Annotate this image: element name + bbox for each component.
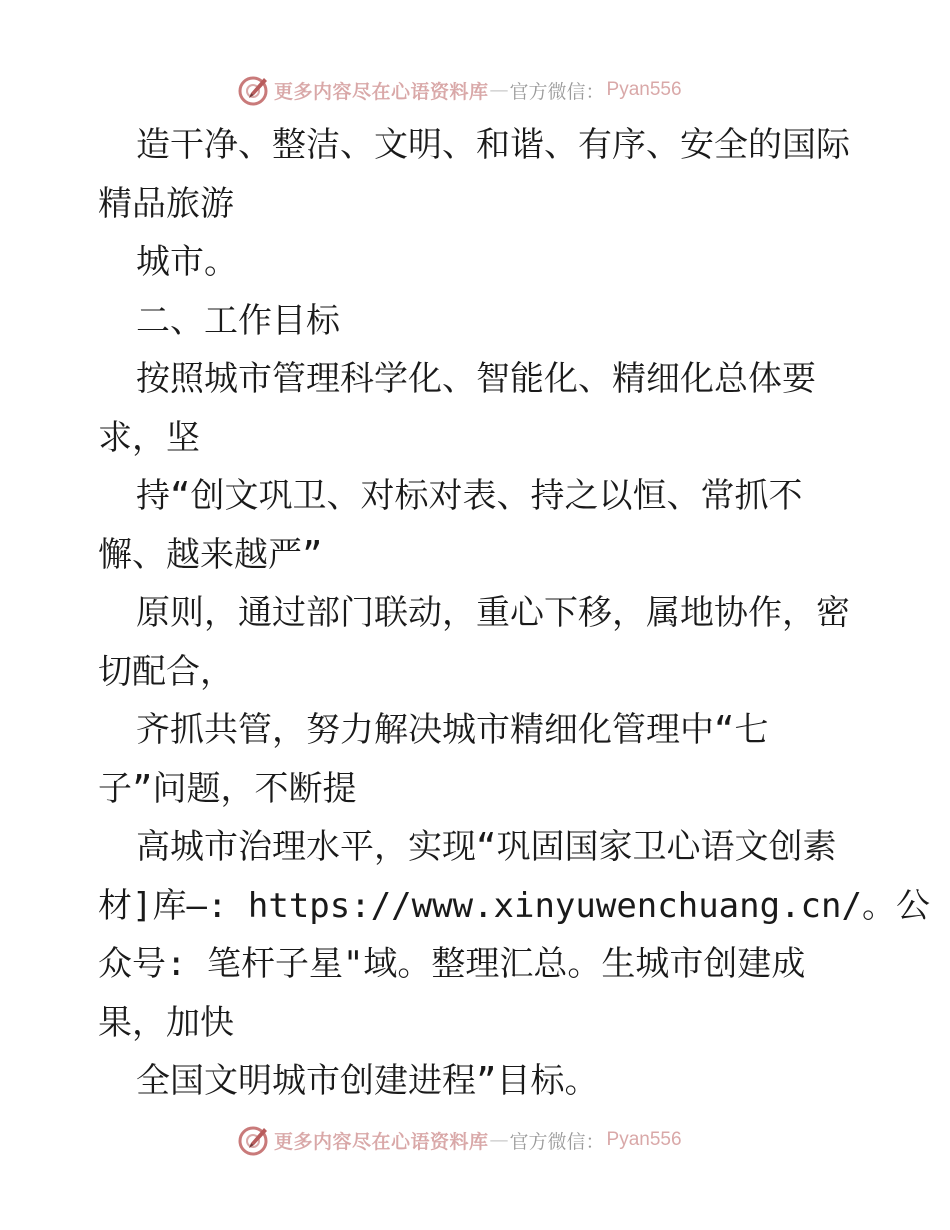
separator-dash: — [489,1129,509,1151]
text-line: 求，坚 [98,417,200,458]
text-line: 原则，通过部门联动，重心下移，属地协作，密 [136,593,850,633]
pen-logo-icon [236,1123,270,1157]
text-line: 全国文明城市创建进程”目标。 [136,1061,599,1101]
wechat-label: 官方微信： [509,1130,605,1153]
wechat-id: Pyan556 [606,1129,682,1150]
text-line: 齐抓共管，努力解决城市精细化管理中“七 [136,710,769,750]
section-heading: 二、工作目标 [136,300,340,341]
promo-text: 更多内容尽在心语资料库 [274,80,489,103]
text-line: 精品旅游 [98,183,234,224]
text-line: 懈、越来越严” [98,534,323,575]
text-line: 切配合， [98,651,234,692]
text-line: 高城市治理水平，实现“巩固国家卫心语文创素 [136,827,837,867]
promo-text: 更多内容尽在心语资料库 [274,1130,489,1153]
wechat-id: Pyan556 [606,79,682,100]
text-line: 城市。 [136,242,238,282]
text-line: 持“创文巩卫、对标对表、持之以恒、常抓不 [136,476,803,516]
footer-banner [236,1122,682,1158]
text-line-with-url: 材]库—: https://www.xinyuwenchuang.cn/。公 [98,885,930,926]
separator-dash: — [489,79,509,101]
pen-logo-icon [236,73,270,107]
header-banner [236,72,682,108]
document-body [98,116,930,1111]
text-line: 子”问题，不断提 [98,768,357,809]
text-line: 果，加快 [98,1002,234,1043]
text-line: 众号: 笔杆子星"域。整理汇总。生城市创建成 [98,944,806,984]
text-line: 按照城市管理科学化、智能化、精细化总体要 [136,359,816,399]
text-line: 造干净、整洁、文明、和谐、有序、安全的国际 [136,125,850,165]
wechat-label: 官方微信： [509,80,605,103]
